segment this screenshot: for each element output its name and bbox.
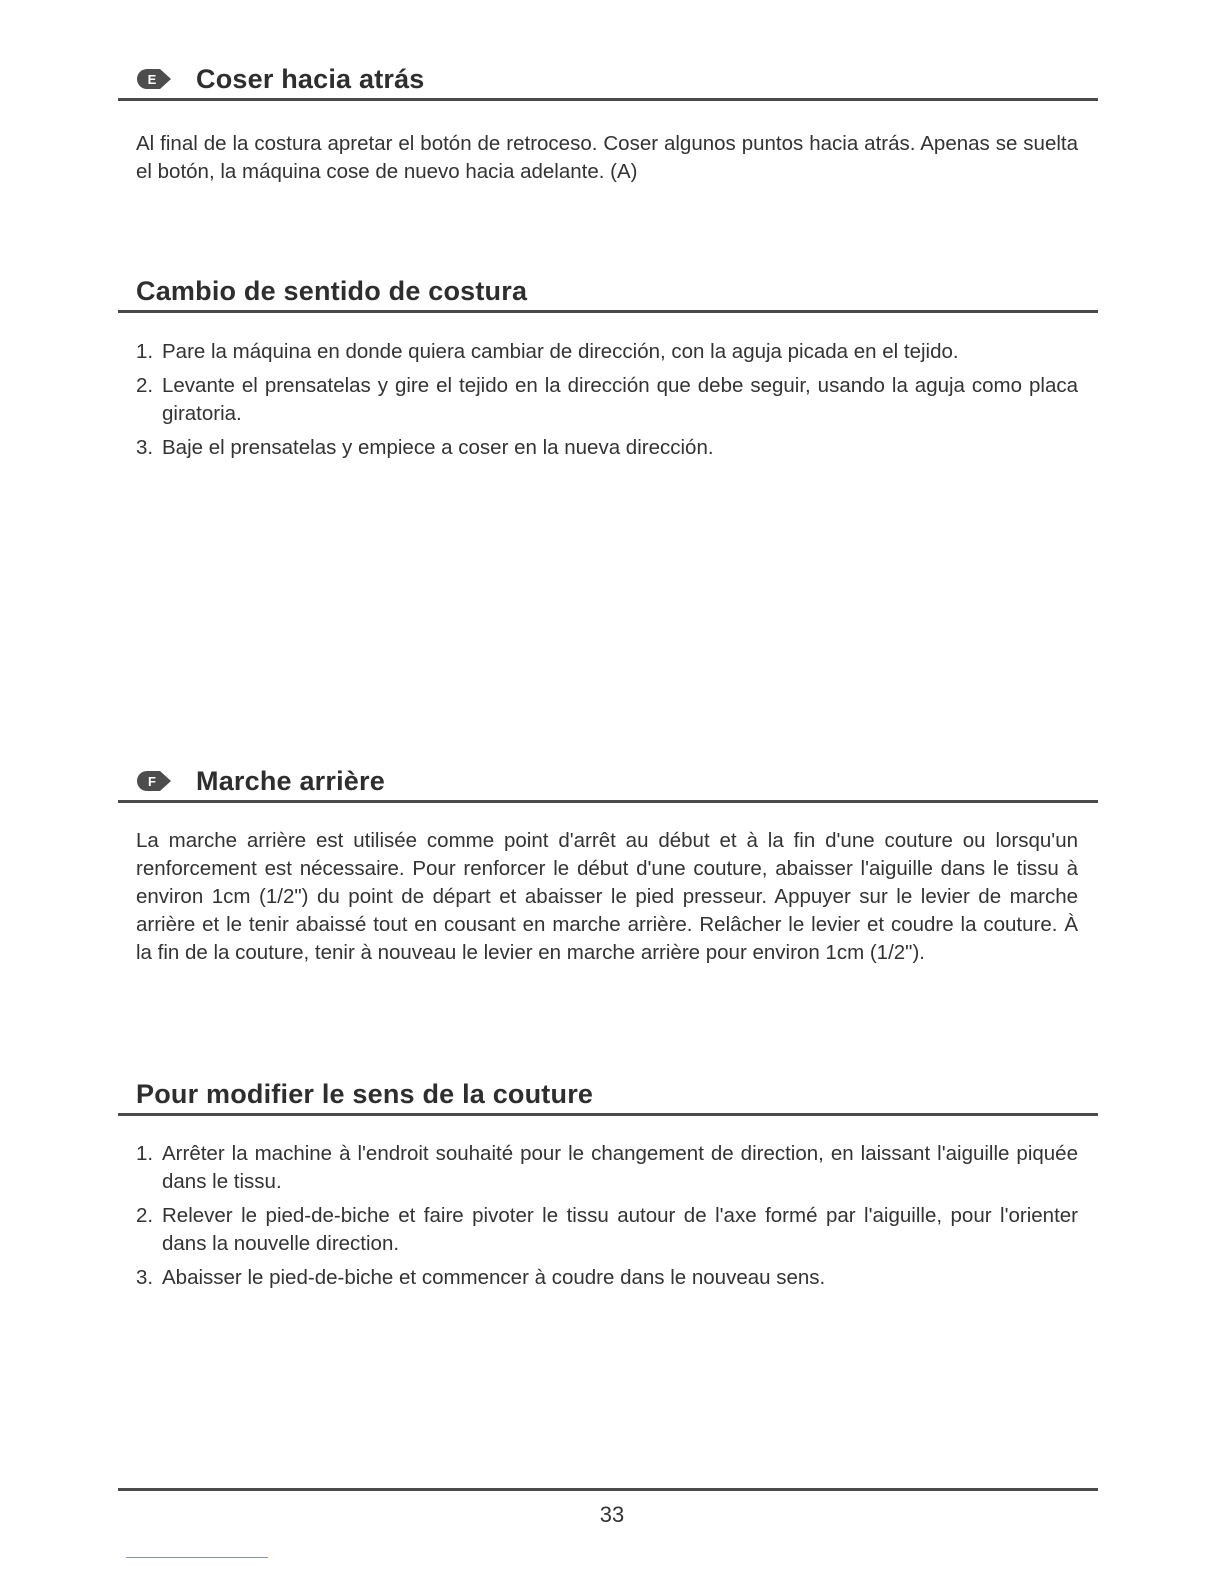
section-pour-modifier-le-sens (118, 1073, 1098, 1298)
section-title: Marche arrière (196, 766, 385, 796)
list-item (136, 1140, 1078, 1196)
step-text: Levante el prensatelas y gire el tejido en la dirección que debe seguir, usando la aguja como placa giratoria. (162, 374, 1078, 425)
list-item (136, 434, 1078, 462)
step-number: 2. (136, 374, 154, 397)
footer-divider (118, 1488, 1098, 1491)
section-title: Cambio de sentido de costura (136, 276, 528, 306)
section-heading (118, 760, 1098, 803)
language-badge-f-icon (136, 770, 172, 792)
language-badge-letter: F (148, 774, 156, 789)
step-number: 2. (136, 1204, 154, 1227)
step-number: 1. (136, 1142, 154, 1165)
step-number: 3. (136, 1266, 154, 1289)
section-marche-arriere (118, 760, 1098, 967)
language-badge-e-icon (136, 68, 172, 90)
step-text: Pare la máquina en donde quiera cambiar de dirección, con la aguja picada en el tejido. (162, 340, 959, 363)
page-number: 33 (599, 1502, 625, 1527)
step-number: 3. (136, 436, 154, 459)
steps-list (118, 338, 1078, 462)
step-text: Baje el prensatelas y empiece a coser en la nueva dirección. (162, 436, 714, 459)
section-heading (118, 58, 1098, 101)
section-coser-hacia-atras (118, 58, 1098, 186)
list-item (136, 1264, 1078, 1292)
list-item (136, 338, 1078, 366)
list-item (136, 372, 1078, 428)
section-body: Al final de la costura apretar el botón de retroceso. Coser algunos puntos hacia atrás. Apenas se suelta el botón, la máquina cose de nuevo hacia adelante. (A) (136, 132, 1078, 183)
section-body: La marche arrière est utilisée comme point d'arrêt au début et à la fin d'une couture ou lorsqu'un renforcement est nécessaire. Pour renforcer le début d'une couture, abaisser l'aiguille dans le tissu à environ 1cm (1/2") du point de départ et abaisser le pied presseur. Appuyer sur le levier de marche arrière et le tenir abaissé tout en cousant en marche arrière. Relâcher le levier et coudre la couture. À la fin de la couture, tenir à nouveau le levier en marche arrière pour environ 1cm (1/2"). (136, 829, 1078, 964)
step-number: 1. (136, 340, 154, 363)
step-text: Relever le pied-de-biche et faire pivoter le tissu autour de l'axe formé par l'aiguille, pour l'orienter dans la nouvelle direction. (162, 1204, 1078, 1255)
list-item (136, 1202, 1078, 1258)
section-cambio-de-sentido (118, 270, 1098, 468)
section-title: Pour modifier le sens de la couture (136, 1079, 594, 1109)
section-heading (118, 270, 1098, 313)
scan-edge-mark (126, 1557, 268, 1558)
language-badge-letter: E (147, 72, 157, 87)
step-text: Arrêter la machine à l'endroit souhaité pour le changement de direction, en laissant l'aiguille piquée dans le tissu. (162, 1142, 1078, 1193)
section-title: Coser hacia atrás (196, 64, 425, 94)
section-heading (118, 1073, 1098, 1116)
step-text: Abaisser le pied-de-biche et commencer à coudre dans le nouveau sens. (162, 1266, 826, 1289)
steps-list (118, 1140, 1078, 1292)
